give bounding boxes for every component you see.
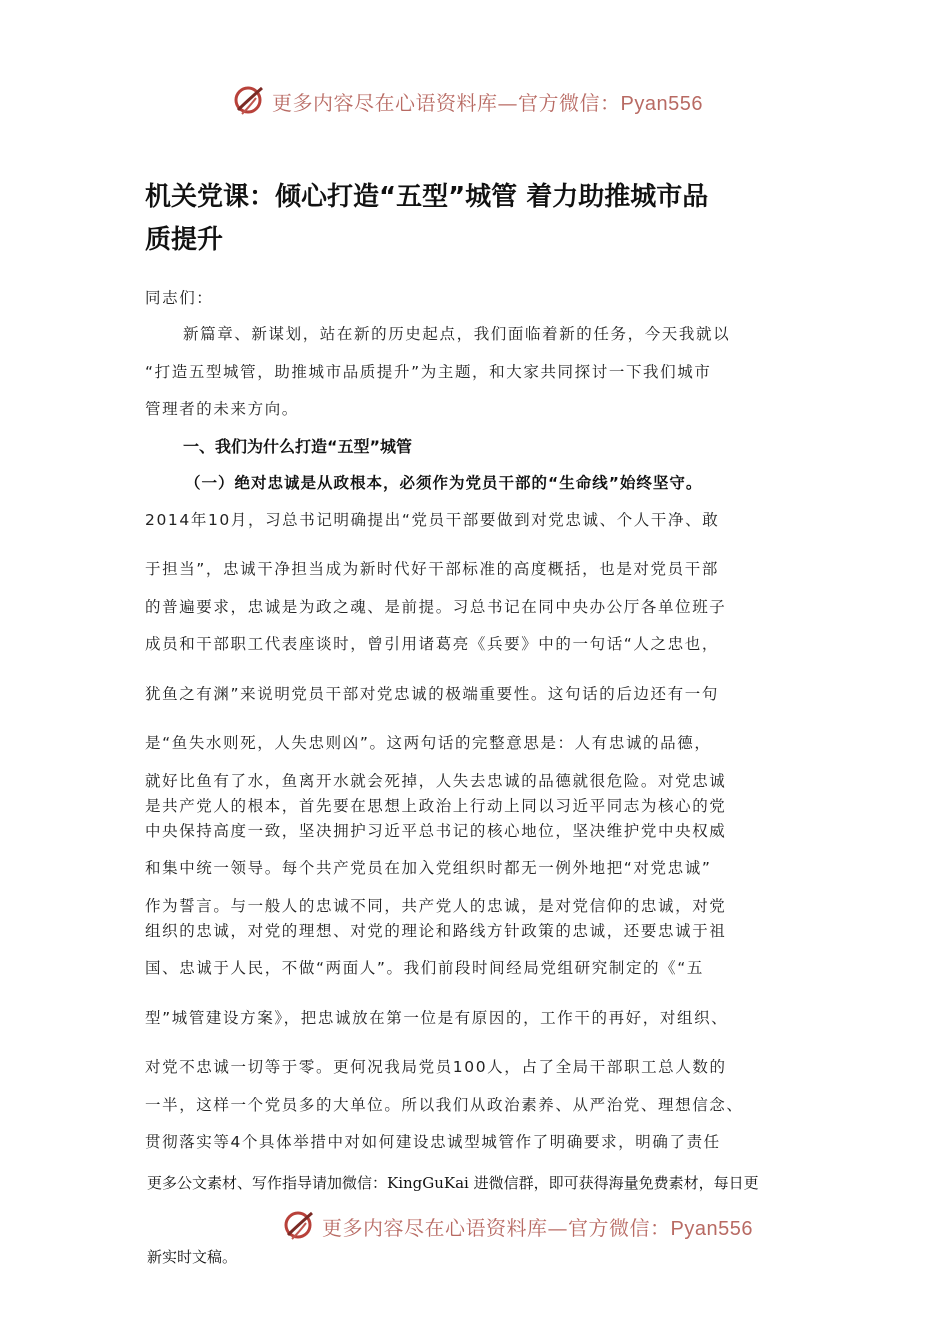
greeting: 同志们： xyxy=(145,289,214,307)
banner-text: 更多内容尽在心语资料库—官方微信：Pyan556 xyxy=(272,90,703,115)
footer-watermark-banner xyxy=(282,1209,753,1243)
para-line: “打造五型城管，助推城市品质提升”为主题，和大家共同探讨一下我们城市 xyxy=(145,363,712,381)
para-line: 中央保持高度一致，坚决拥护习近平总书记的核心地位，坚决维护党中央权威 xyxy=(145,822,727,840)
title-line-2: 质提升 xyxy=(145,225,224,255)
para-line: 对党不忠诚一切等于零。更何况我局党员100人，占了全局干部职工总人数的 xyxy=(145,1058,727,1076)
para-line: 管理者的未来方向。 xyxy=(145,400,299,418)
para-line: 一半，这样一个党员多的大单位。所以我们从政治素养、从严治党、理想信念、 xyxy=(145,1096,744,1114)
footer-note: 更多公文素材、写作指导请加微信：KingGuKai 进微信群，即可获得海量免费素材，每日更 xyxy=(147,1174,759,1192)
para-line: 型”城管建设方案》，把忠诚放在第一位是有原因的，工作干的再好，对组织、 xyxy=(145,1009,729,1027)
para-line: 贯彻落实等4个具体举措中对如何建设忠诚型城管作了明确要求，明确了责任 xyxy=(145,1133,721,1151)
brush-logo-icon xyxy=(282,1209,318,1243)
banner-text: 更多内容尽在心语资料库—官方微信：Pyan556 xyxy=(322,1215,753,1240)
para-line: 国、忠诚于人民，不做“两面人”。我们前段时间经局党组研究制定的《“五 xyxy=(145,959,704,977)
para-line: 于担当”，忠诚干净担当成为新时代好干部标准的高度概括，也是对党员干部 xyxy=(145,560,719,578)
para-line: 2014年10月，习总书记明确提出“党员干部要做到对党忠诚、个人干净、敢 xyxy=(145,511,720,529)
section-heading: 一、我们为什么打造“五型”城管 xyxy=(183,437,413,456)
title-line-1: 机关党课：倾心打造“五型”城管 着力助推城市品 xyxy=(145,182,709,212)
para-line: 和集中统一领导。每个共产党员在加入党组织时都无一例外地把“对党忠诚” xyxy=(145,859,712,877)
para-line: 就好比鱼有了水，鱼离开水就会死掉，人失去忠诚的品德就很危险。对党忠诚 xyxy=(145,772,727,790)
subsection-heading: （一）绝对忠诚是从政根本，必须作为党员干部的“生命线”始终坚守。 xyxy=(185,474,703,492)
para-line: 是共产党人的根本，首先要在思想上政治上行动上同以习近平同志为核心的党 xyxy=(145,797,727,815)
para-line: 的普遍要求，忠诚是为政之魂、是前提。习总书记在同中央办公厅各单位班子 xyxy=(145,598,727,616)
para-line: 新篇章、新谋划，站在新的历史起点，我们面临着新的任务，今天我就以 xyxy=(183,325,731,343)
para-line: 作为誓言。与一般人的忠诚不同，共产党人的忠诚，是对党信仰的忠诚，对党 xyxy=(145,897,727,915)
para-line: 组织的忠诚，对党的理想、对党的理论和路线方针政策的忠诚，还要忠诚于祖 xyxy=(145,922,727,940)
brush-logo-icon xyxy=(232,84,268,118)
header-watermark-banner xyxy=(232,84,703,118)
para-line: 是“鱼失水则死，人失忠则凶”。这两句话的完整意思是：人有忠诚的品德， xyxy=(145,734,712,752)
document-title xyxy=(145,176,805,262)
footer-note-continued: 新实时文稿。 xyxy=(147,1248,238,1266)
para-line: 犹鱼之有渊”来说明党员干部对党忠诚的极端重要性。这句话的后边还有一句 xyxy=(145,685,719,703)
para-line: 成员和干部职工代表座谈时，曾引用诸葛亮《兵要》中的一句话“人之忠也， xyxy=(145,635,719,653)
